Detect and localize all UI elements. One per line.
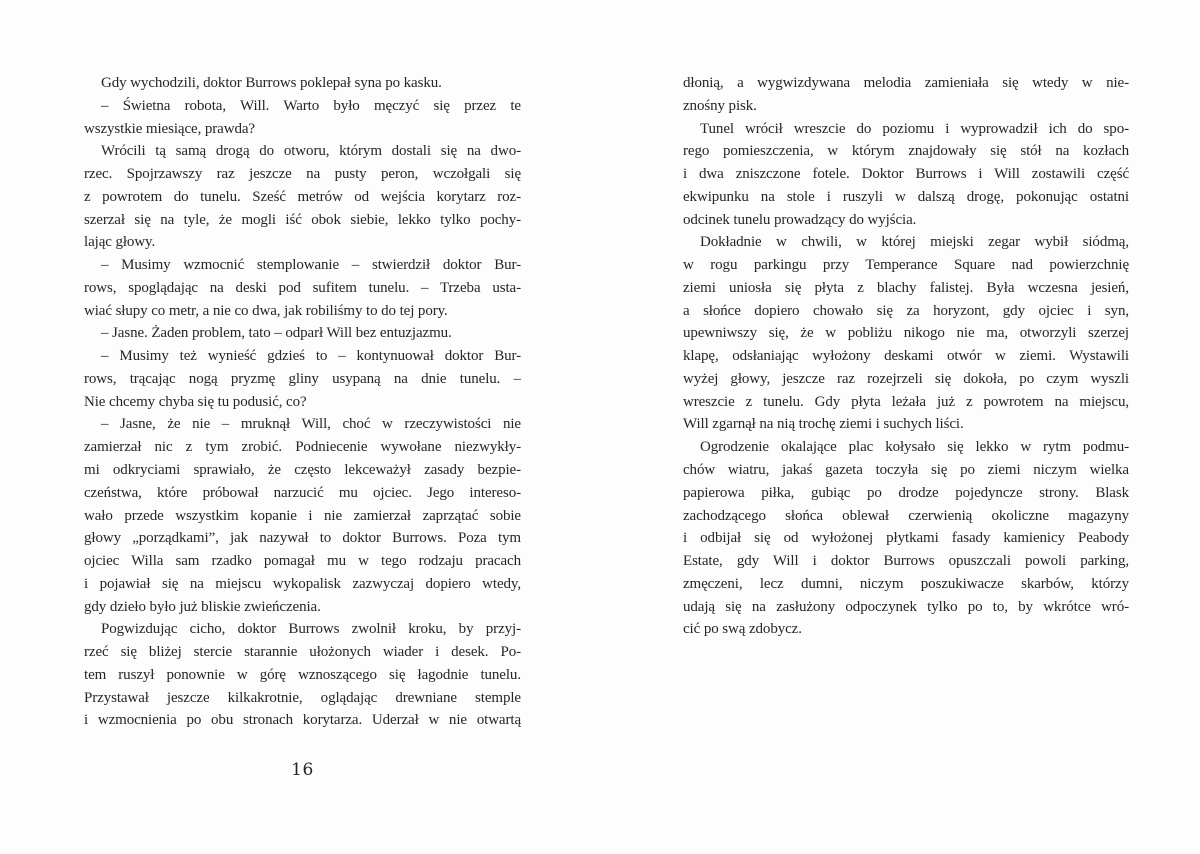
text-line: odcinek tunelu prowadzący do wyjścia.	[683, 211, 917, 228]
text-line: – Świetna robota, Will. Warto było męczyć się przez te	[101, 97, 521, 114]
text-line: ojciec Willa sam rzadko pomagał mu w tego rodzaju pracach	[84, 553, 521, 570]
text-line: szerzał się na tyle, że mogli iść obok siebie, lekko tylko pochy-	[84, 211, 521, 228]
text-line: rzeć się bliżej stercie starannie ułożonych wiader i desek. Po-	[84, 644, 521, 661]
text-line: ziemi uniosła się płyta z blachy falistej. Była wczesna jesień,	[683, 279, 1129, 296]
text-line: udają się na zasłużony odpoczynek tylko po to, by wkrótce wró-	[683, 598, 1129, 615]
text-line: wiać słupy co metr, a nie co dwa, jak robiliśmy to do tej pory.	[84, 302, 448, 319]
text-line: Nie chcemy chyba się tu podusić, co?	[84, 393, 307, 410]
text-line: tem ruszył ponownie w górę wznoszącego się łagodnie tunelu.	[84, 666, 521, 683]
text-line: zamierzał nic z tym zrobić. Podniecenie wywołane niezwykły-	[84, 439, 521, 456]
text-line: dłonią, a wygwizdywana melodia zamieniała się wtedy w nie-	[683, 75, 1129, 91]
text-line: klapę, odsłaniając wyłożony deskami otwór w ziemi. Wystawili	[683, 348, 1129, 365]
text-line: – Jasne. Żaden problem, tato – odparł Will bez entuzjazmu.	[101, 325, 452, 342]
text-line: rego pomieszczenia, w którym znajdowały się stół na kozłach	[683, 143, 1129, 160]
text-line: – Musimy wzmocnić stemplowanie – stwierdził doktor Bur-	[101, 257, 521, 274]
text-line: Will zgarnął na nią trochę ziemi i suchych liści.	[683, 416, 964, 433]
text-line: papierowa piłka, gubiąc po drodze pojedyncze strony. Blask	[683, 484, 1129, 501]
text-line: i dwa zniszczone fotele. Doktor Burrows i Will zostawili część	[683, 166, 1129, 183]
text-line: a słońce dopiero chowało się za horyzont, gdy ojciec i syn,	[683, 302, 1129, 319]
text-line: – Jasne, że nie – mruknął Will, choć w rzeczywistości nie	[101, 416, 521, 433]
text-line: wreszcie z tunelu. Gdy płyta leżała już z powrotem na miejscu,	[683, 393, 1129, 410]
text-line: – Musimy też wynieść gdzieś to – kontynuował doktor Bur-	[101, 348, 521, 365]
text-line: i odbijał się od wyłożonej płytkami fasady kamienicy Peabody	[683, 530, 1129, 547]
text-line: rzec. Spojrzawszy raz jeszcze na pusty peron, wczołgali się	[84, 166, 521, 183]
text-line: głowy „porządkami”, jak nazywał to doktor Burrows. Poza tym	[84, 530, 521, 547]
left-page-text-column	[84, 72, 521, 732]
text-line: wyżej głowy, jeszcze raz rozejrzeli się dokoła, po czym wyszli	[683, 370, 1129, 387]
text-line: wało przede wszystkim kopanie i nie zamierzał zaprzątać sobie	[84, 507, 521, 524]
text-line: wszystkie miesiące, prawda?	[84, 120, 255, 137]
text-line: Wrócili tą samą drogą do otworu, którym dostali się na dwo-	[101, 143, 521, 160]
text-line: Dokładnie w chwili, w której miejski zegar wybił siódmą,	[700, 234, 1129, 251]
text-line: zmęczeni, lecz dumni, niczym poszukiwacze skarbów, którzy	[683, 575, 1129, 592]
text-line: Przystawał jeszcze kilkakrotnie, oglądając drewniane stemple	[84, 689, 521, 706]
text-line: Tunel wrócił wreszcie do poziomu i wyprowadził ich do spo-	[700, 120, 1129, 137]
text-line: rows, spoglądając na deski pod sufitem tunelu. – Trzeba usta-	[84, 279, 521, 296]
text-line: z powrotem do tunelu. Sześć metrów od wejścia korytarz roz-	[84, 188, 521, 205]
text-line: rows, trącając nogą pryzmę gliny usypaną na dnie tunelu. –	[84, 370, 521, 387]
text-line: czeństwa, które próbował narzucić mu ojciec. Jego intereso-	[84, 484, 521, 501]
text-line: w rogu parkingu przy Temperance Square nad powierzchnię	[683, 257, 1129, 274]
text-line: zachodzącego słońca oblewał czerwienią okoliczne magazyny	[683, 507, 1129, 524]
text-line: Estate, gdy Will i doktor Burrows opuszczali powoli parking,	[683, 553, 1129, 570]
text-line: Pogwizdując cicho, doktor Burrows zwolnił kroku, by przyj-	[101, 621, 521, 638]
text-line: Ogrodzenie okalające plac kołysało się lekko w rytm podmu-	[700, 439, 1129, 456]
text-line: upewniwszy się, że w pobliżu nikogo nie ma, otworzyli szerzej	[683, 325, 1129, 342]
text-line: gdy dzieło było już bliskie zwieńczenia.	[84, 598, 321, 615]
text-line: lając głowy.	[84, 234, 156, 251]
text-line: cić po swą zdobycz.	[683, 621, 802, 638]
right-page-text-column	[683, 72, 1129, 641]
text-line: i pojawiał się na miejscu wykopalisk zazwyczaj dopiero wtedy,	[84, 575, 521, 592]
text-line: mi odkryciami sprawiało, że często lekceważył zasady bezpie-	[84, 462, 521, 479]
text-line: znośny pisk.	[683, 97, 757, 114]
page-number: 16	[291, 760, 314, 780]
text-line: i wzmocnienia po obu stronach korytarza. Uderzał w nie otwartą	[84, 712, 521, 729]
text-line: ekwipunku na stole i ruszyli w dalszą drogę, pokonując ostatni	[683, 188, 1129, 205]
text-line: chów wiatru, jakaś gazeta toczyła się po ziemi niczym wielka	[683, 462, 1129, 479]
text-line: Gdy wychodzili, doktor Burrows poklepał syna po kasku.	[101, 75, 442, 91]
